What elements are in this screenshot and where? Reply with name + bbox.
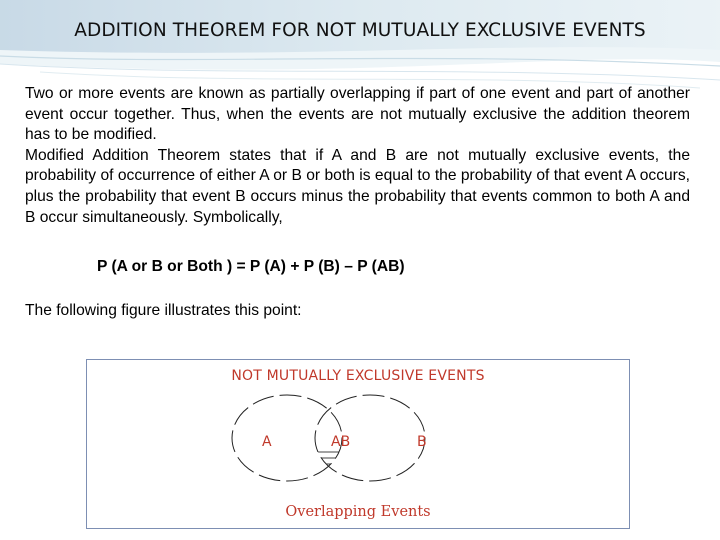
paragraph-definition: Two or more events are known as partially overlapping if part of one event and part of another event occur together. Thus, when the events are not mutually exclusive the addition theorem has to be modified. [25, 85, 690, 144]
venn-figure [86, 359, 630, 529]
figure-intro: The following figure illustrates this point: [25, 302, 302, 319]
slide-title: ADDITION THEOREM FOR NOT MUTUALLY EXCLUSIVE EVENTS [74, 20, 646, 41]
figure-caption: Overlapping Events [285, 504, 431, 520]
label-a: A [262, 434, 272, 450]
overlap-hatching [287, 395, 425, 482]
figure-title: NOT MUTUALLY EXCLUSIVE EVENTS [231, 368, 485, 384]
body-text [25, 84, 690, 228]
label-ab: AB [331, 434, 351, 450]
label-b: B [417, 434, 427, 450]
paragraph-theorem: Modified Addition Theorem states that if A and B are not mutually exclusive events, the probability of occurrence of either A or B or both is equal to the probability of that event A occurs, plus the probability that event B occurs minus the probability that events common to both A and B occur simultaneously. Symbolically, [25, 146, 690, 226]
formula: P (A or B or Both ) = P (A) + P (B) – P (AB) [97, 258, 405, 275]
